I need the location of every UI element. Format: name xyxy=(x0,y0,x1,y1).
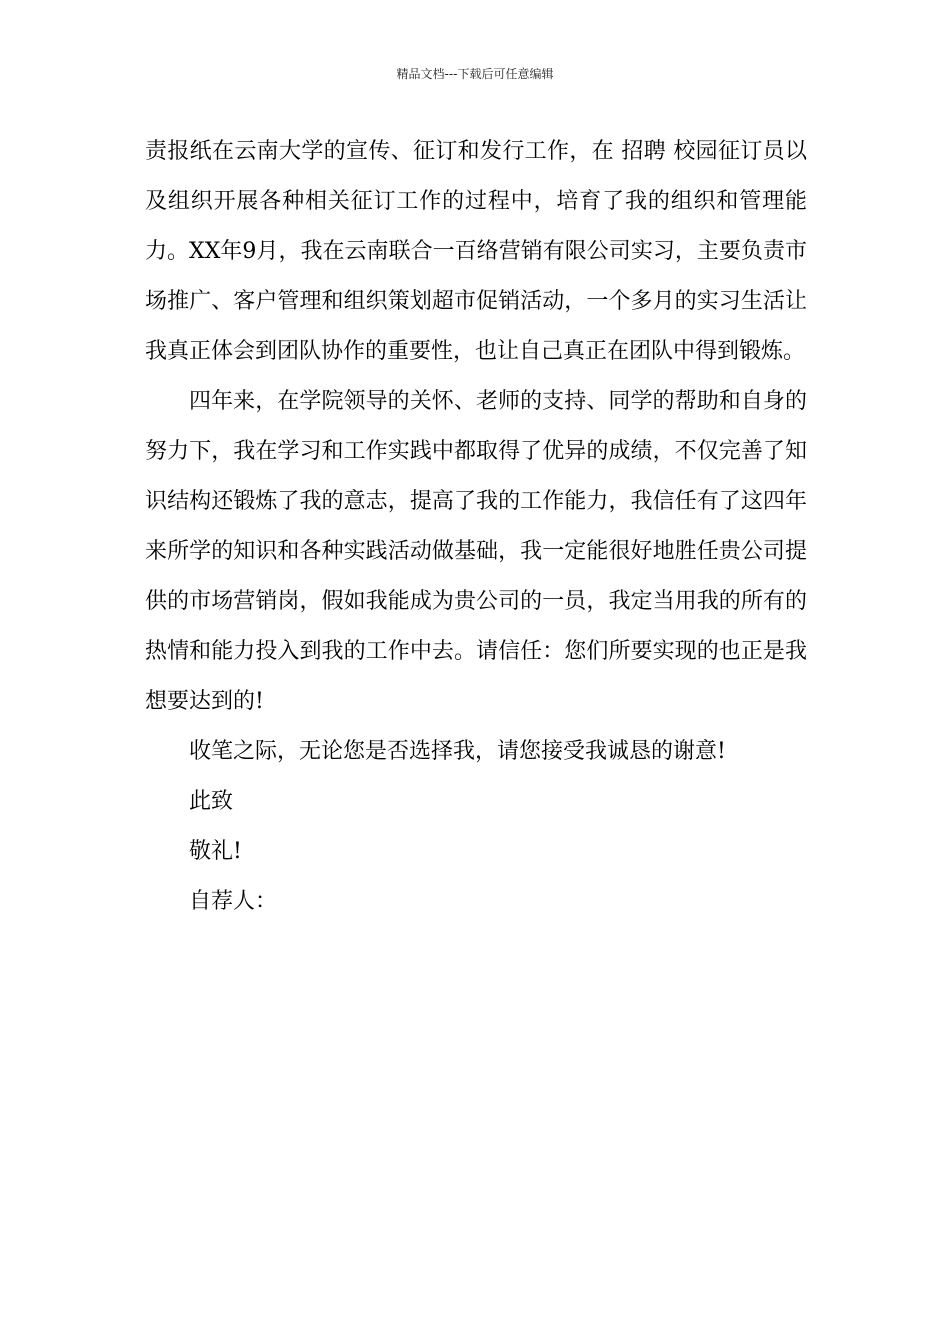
page-header: 精品文档---下载后可任意编辑 xyxy=(396,67,554,81)
document-body xyxy=(145,127,807,927)
paragraph-internship: 责报纸在云南大学的宣传、征订和发行工作，在 招聘 校园征订员以及组织开展各种相关征订工作的过程中，培育了我的组织和管理能力。XX年9月，我在云南联合一百络营销有限公司实习，主要负责市场推广、客户管理和组织策划超市促销活动，一个多月的实习生活让我真正体会到团队协作的重要性，也让自己真正在团队中得到锻炼。 xyxy=(145,139,807,364)
signature-label: 自荐人： xyxy=(189,889,278,914)
closing-phrase: 此致 xyxy=(189,789,234,814)
salute-phrase: 敬礼! xyxy=(189,839,242,864)
paragraph-thanks: 收笔之际，无论您是否选择我，请您接受我诚恳的谢意! xyxy=(189,739,726,764)
paragraph-four-years: 四年来，在学院领导的关怀、老师的支持、同学的帮助和自身的努力下，我在学习和工作实践中都取得了优异的成绩，不仅完善了知识结构还锻炼了我的意志，提高了我的工作能力，我信任有了这四年来所学的知识和各种实践活动做基础，我一定能很好地胜任贵公司提供的市场营销岗，假如我能成为贵公司的一员，我定当用我的所有的热情和能力投入到我的工作中去。请信任：您们所要实现的也正是我想要达到的! xyxy=(145,389,807,714)
